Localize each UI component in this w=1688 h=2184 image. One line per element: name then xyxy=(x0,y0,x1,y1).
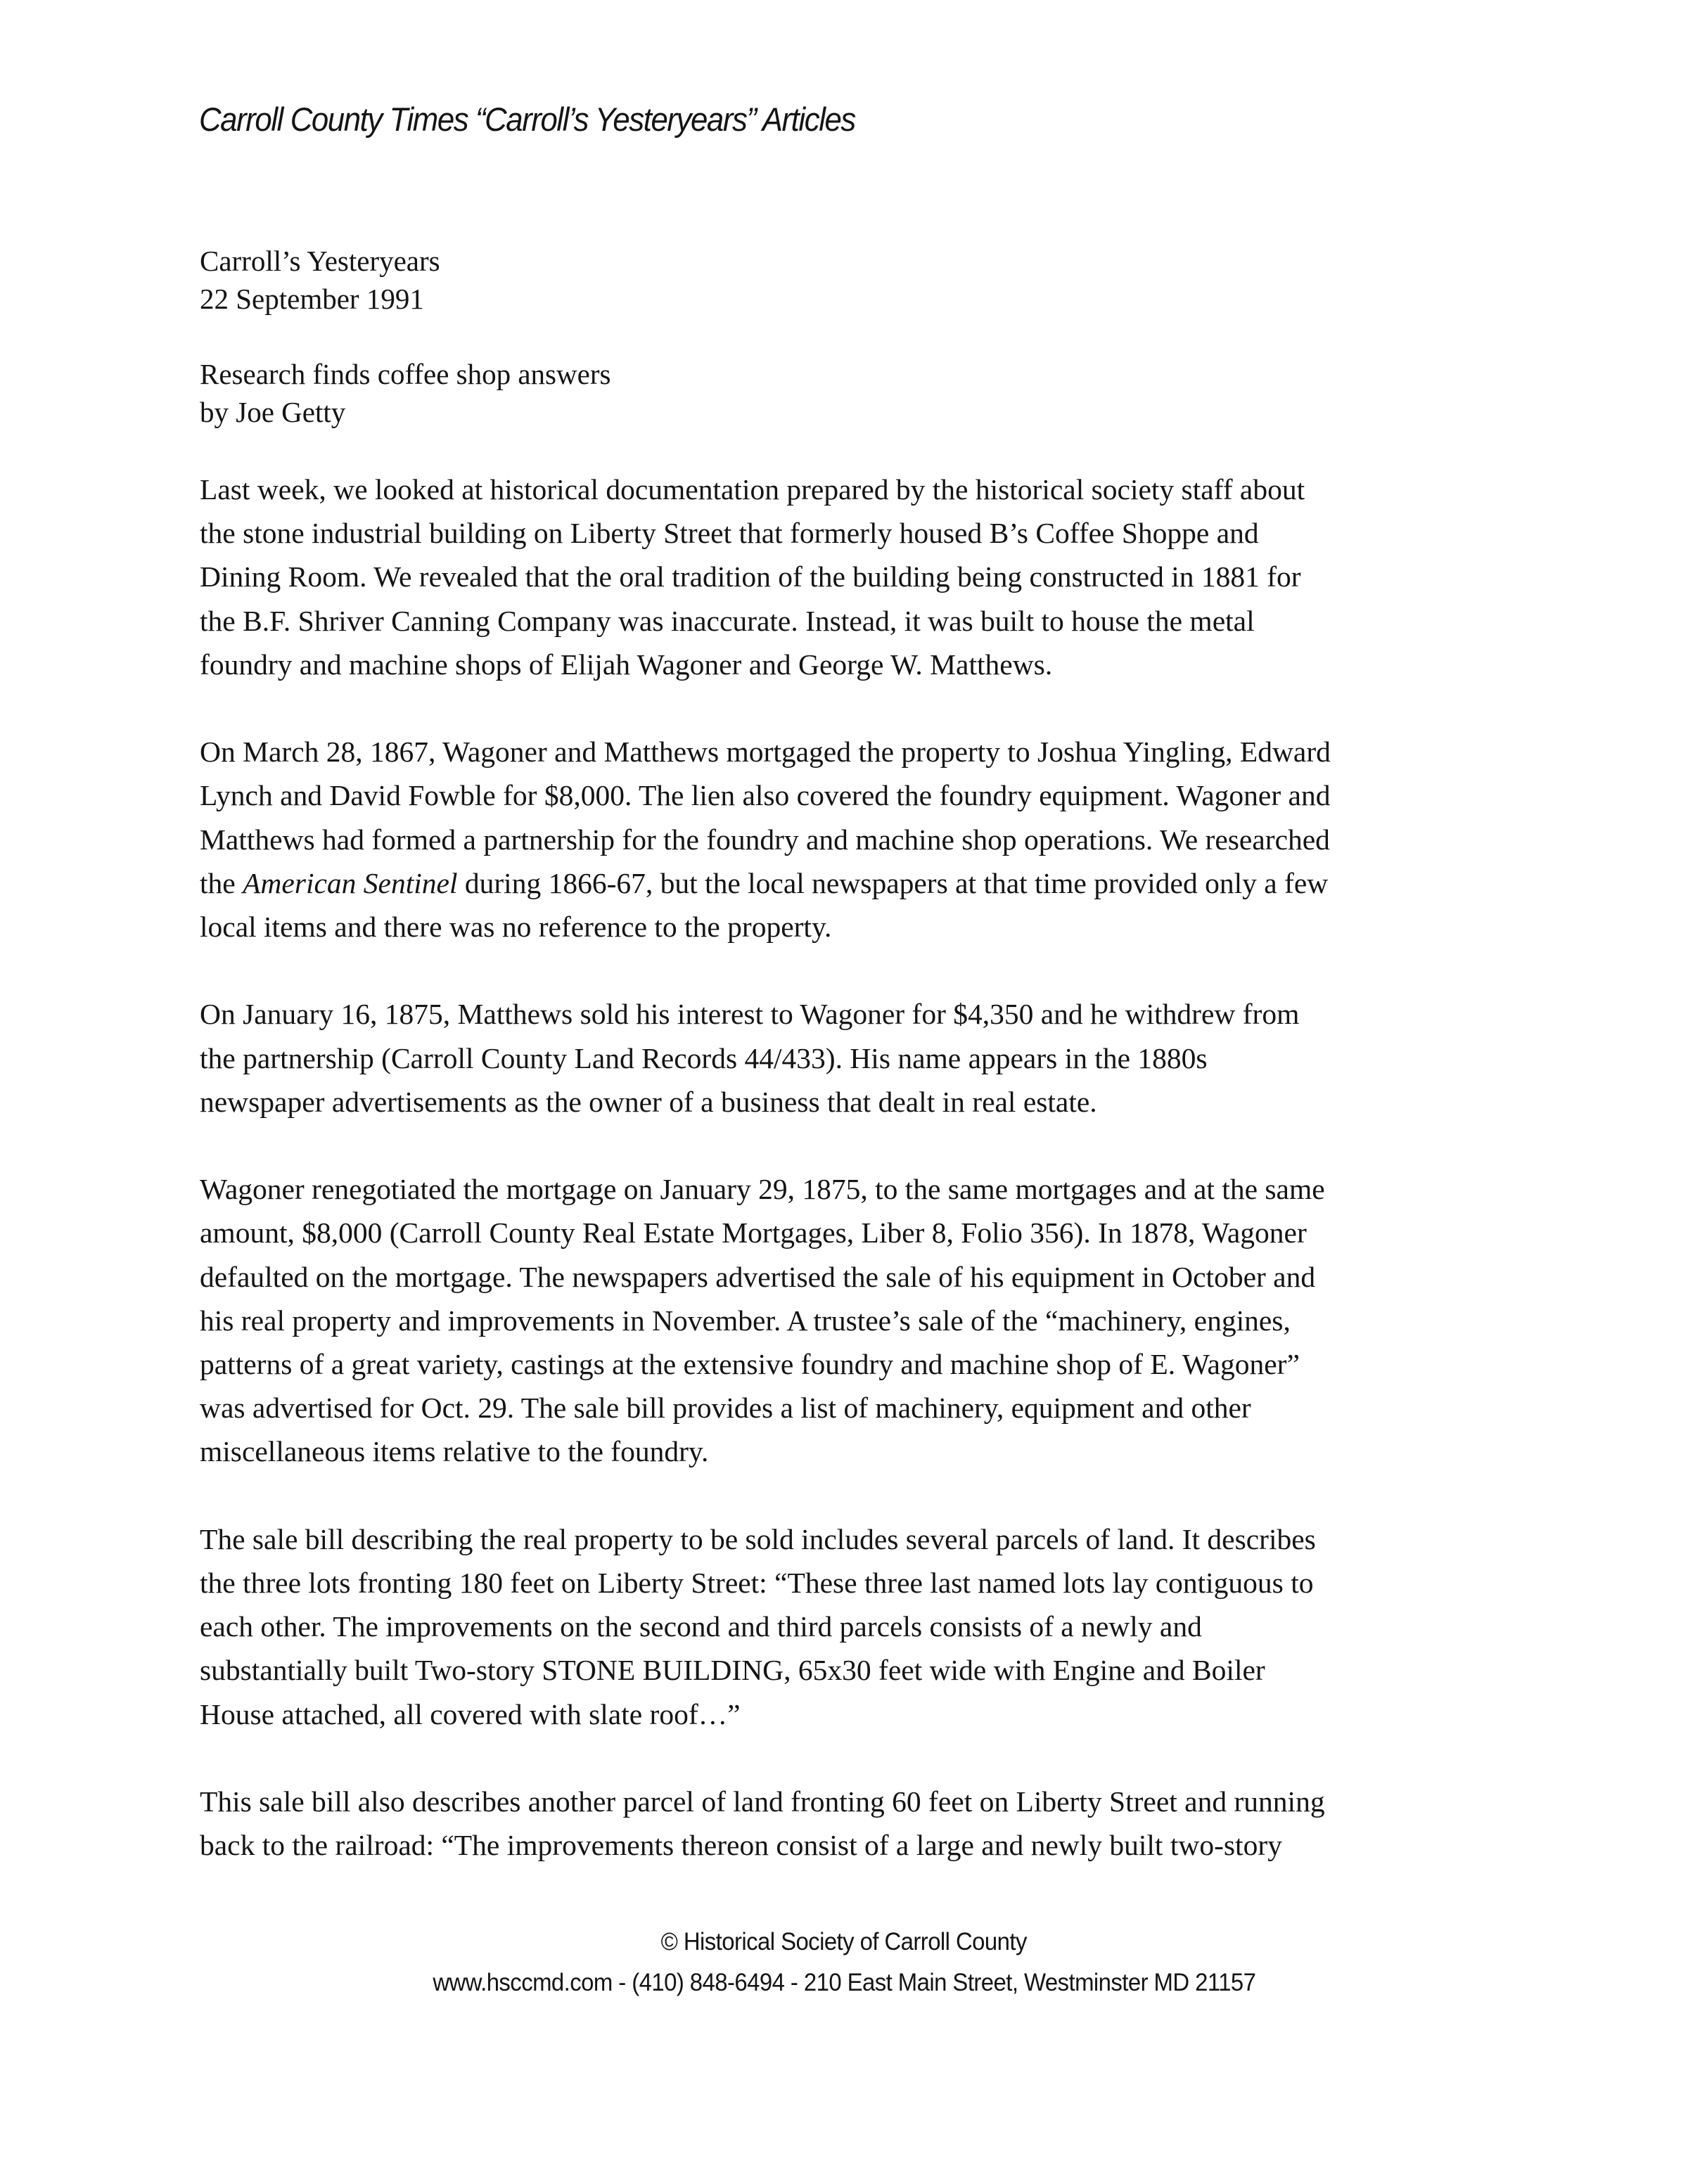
footer-copyright xyxy=(0,1928,1688,1956)
text-run: On March 28, 1867, Wagoner and Matthews mortgaged the property to Joshua Yingling, Edward xyxy=(200,736,1331,769)
paragraph-line xyxy=(200,562,1301,591)
paragraph-line xyxy=(200,736,1331,769)
text-run: back to the railroad: “The improvements thereon consist of a large and newly built two-story xyxy=(200,1829,1282,1862)
text-run: defaulted on the mortgage. The newspapers advertised the sale of his equipment in October and xyxy=(200,1260,1316,1293)
text-run: House attached, all covered with slate roof…” xyxy=(200,1697,741,1730)
paragraph-line xyxy=(200,1216,1307,1250)
paragraph-line xyxy=(200,1392,1251,1425)
text-run: The sale bill describing the real property to be sold includes several parcels of land. It describes xyxy=(200,1522,1316,1555)
text-run: miscellaneous items relative to the foundry. xyxy=(200,1435,709,1468)
paragraph-line xyxy=(200,1612,1202,1641)
paragraph-line xyxy=(200,1437,708,1466)
text-run: the partnership (Carroll County Land Records 44/433). His name appears in the 1880s xyxy=(200,1041,1208,1074)
paragraph-line xyxy=(200,1787,1325,1816)
text-run: his real property and improvements in November. A trustee’s sale of the “machinery, engines, xyxy=(200,1304,1291,1337)
text-run: the stone industrial building on Liberty Street that formerly housed B’s Coffee Shoppe and xyxy=(200,517,1259,550)
text-run: Wagoner renegotiated the mortgage on January 29, 1875, to the same mortgages and at the same xyxy=(200,1173,1325,1206)
text-run: Lynch and David Fowble for $8,000. The lien also covered the foundry equipment. Wagoner and xyxy=(200,779,1331,812)
text-run: local items and there was no reference to the property. xyxy=(200,911,832,943)
paragraph-line xyxy=(200,999,1299,1029)
paragraph-line xyxy=(200,1043,1208,1073)
paragraph-line xyxy=(200,1087,1097,1117)
paragraph-line xyxy=(200,781,1330,810)
text-run: foundry and machine shops of Elijah Wagoner and George W. Matthews. xyxy=(200,648,1053,681)
text-run: patterns of a great variety, castings at the extensive foundry and machine shop of E. Wagoner” xyxy=(200,1348,1300,1380)
emphasized-text: American Sentinel xyxy=(243,866,458,899)
paragraph-line xyxy=(200,912,831,942)
text-run: Matthews had formed a partnership for the foundry and machine shop operations. We researched xyxy=(200,823,1330,856)
paragraph-line xyxy=(200,650,1052,679)
text-run: was advertised for Oct. 29. The sale bill provides a list of machinery, equipment and other xyxy=(200,1392,1251,1425)
paragraph-line xyxy=(200,475,1305,504)
paragraph-line xyxy=(200,1830,1282,1860)
paragraph-line xyxy=(200,606,1255,636)
paragraph-line xyxy=(200,1306,1291,1335)
footer-copyright-text: © Historical Society of Carroll County xyxy=(660,1928,1028,1955)
text-run: amount, $8,000 (Carroll County Real Estate Mortgages, Liber 8, Folio 356). In 1878, Wagoner xyxy=(200,1216,1307,1250)
paragraph-line xyxy=(200,825,1330,854)
paragraph-line xyxy=(200,1568,1313,1598)
text-run: newspaper advertisements as the owner of a business that dealt in real estate. xyxy=(200,1085,1097,1118)
footer-contact xyxy=(0,1969,1688,1997)
text-run: On January 16, 1875, Matthews sold his interest to Wagoner for $4,350 and he withdrew from xyxy=(200,998,1300,1031)
article-byline: by Joe Getty xyxy=(200,396,346,428)
text-run: the B.F. Shriver Canning Company was inaccurate. Instead, it was built to house the metal xyxy=(200,604,1255,637)
text-run: each other. The improvements on the second and third parcels consists of a newly and xyxy=(200,1610,1202,1643)
paragraph-line xyxy=(200,1524,1316,1554)
paragraph-line xyxy=(200,518,1259,548)
column-name: Carroll’s Yesteryears xyxy=(200,245,440,277)
text-run: the three lots fronting 180 feet on Liberty Street: “These three last named lots lay contiguous to xyxy=(200,1567,1314,1599)
paragraph-line xyxy=(200,868,1328,898)
paragraph-line xyxy=(200,1262,1315,1292)
paragraph-line xyxy=(200,1697,741,1730)
paragraph-line xyxy=(200,1655,1265,1685)
text-run: Dining Room. We revealed that the oral tradition of the building being constructed in 1881 for xyxy=(200,560,1301,593)
text-run: This sale bill also describes another parcel of land fronting 60 feet on Liberty Street and running xyxy=(200,1785,1325,1818)
text-run: substantially built Two-story STONE BUILDING, 65x30 feet wide with Engine and Boiler xyxy=(200,1654,1265,1687)
footer-contact-text: www.hsccmd.com - (410) 848-6494 - 210 East Main Street, Westminster MD 21157 xyxy=(432,1969,1256,1996)
text-run: Last week, we looked at historical documentation prepared by the historical society staff about xyxy=(200,473,1305,506)
running-header: Carroll County Times “Carroll’s Yesteryears” Articles xyxy=(199,101,855,138)
paragraph-line xyxy=(200,1174,1325,1204)
article-headline: Research finds coffee shop answers xyxy=(200,358,611,390)
text-run: during 1866-67, but the local newspapers at that time provided only a few xyxy=(457,866,1329,899)
article-date: 22 September 1991 xyxy=(200,283,424,315)
paragraph-line xyxy=(200,1349,1300,1379)
text-run: the xyxy=(200,866,243,899)
